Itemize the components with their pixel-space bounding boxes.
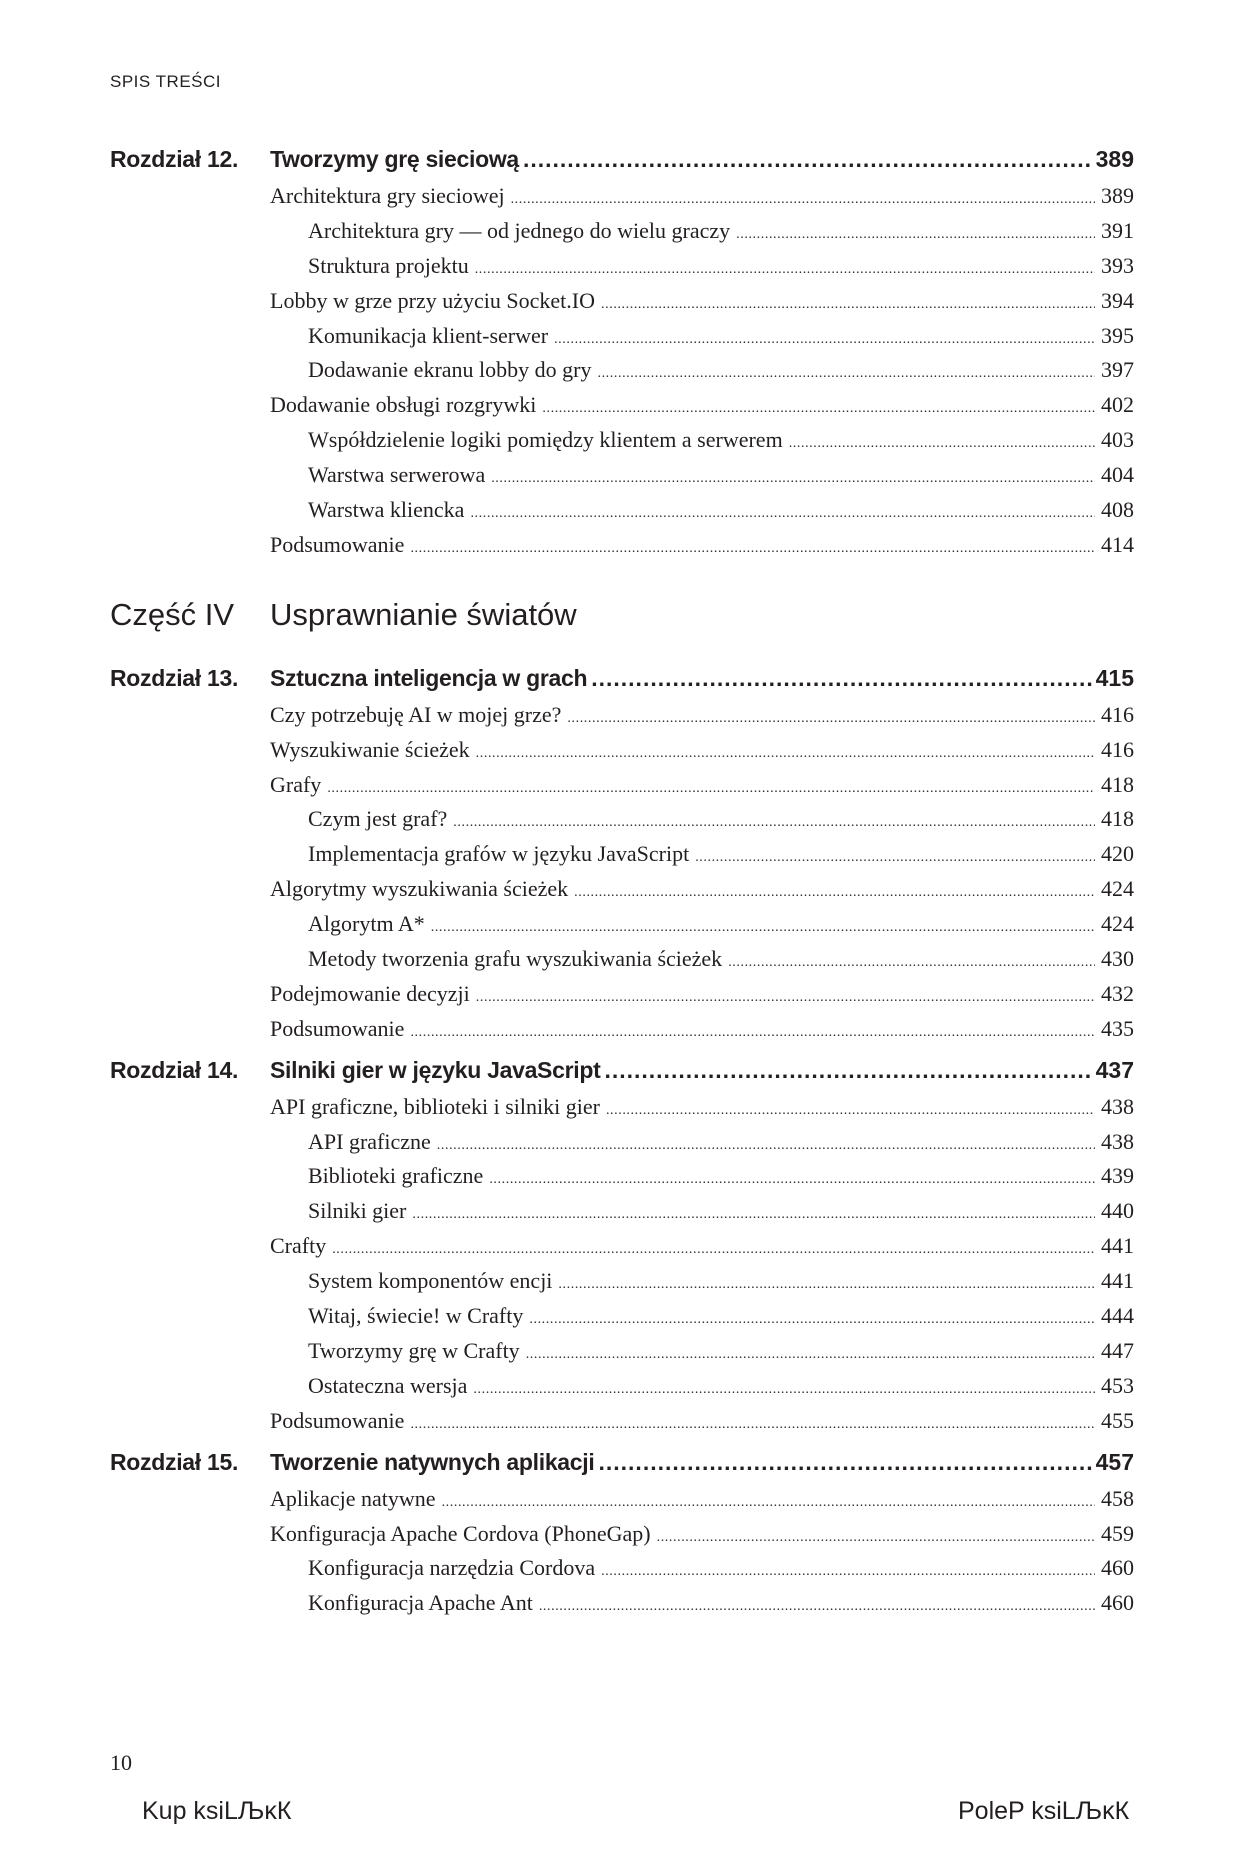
toc-entry[interactable] (308, 1338, 1134, 1373)
chapter-page: 457 (1095, 1448, 1134, 1475)
dot-leader (453, 815, 1095, 831)
dot-leader (410, 1025, 1095, 1041)
chapter-title: Sztuczna inteligencja w grach (270, 664, 588, 691)
toc-entry-page: 391 (1101, 217, 1134, 243)
toc-entry-page: 447 (1101, 1337, 1134, 1363)
dot-leader (736, 227, 1095, 243)
toc-entry-title: Podsumowanie (270, 531, 405, 557)
dot-leader (606, 1103, 1095, 1119)
toc-entry-page: 430 (1101, 946, 1134, 972)
dot-leader (442, 1495, 1095, 1511)
table-of-contents (110, 146, 1134, 1625)
toc-entry[interactable] (308, 1303, 1134, 1338)
toc-entry-title: Ostateczna wersja (308, 1372, 468, 1398)
dot-leader (598, 1449, 1091, 1476)
toc-entry-title: Lobby w grze przy użyciu Socket.IO (270, 287, 596, 313)
chapter-title: Tworzenie natywnych aplikacji (270, 1448, 595, 1475)
toc-entry-page: 418 (1101, 806, 1134, 832)
dot-leader (473, 1382, 1095, 1398)
toc-entry-page: 441 (1101, 1268, 1134, 1294)
toc-entry-page: 441 (1101, 1233, 1134, 1259)
toc-entry-page: 420 (1101, 841, 1134, 867)
toc-entry-title: API graficzne, biblioteki i silniki gier (270, 1093, 600, 1119)
toc-entry-title: Biblioteki graficzne (308, 1163, 484, 1189)
dot-leader (604, 1057, 1091, 1084)
toc-entry-page: 438 (1101, 1093, 1134, 1119)
toc-entry[interactable] (270, 1016, 1134, 1051)
toc-entry[interactable] (308, 911, 1134, 946)
dot-leader (489, 1172, 1095, 1188)
toc-entry-title: Dodawanie ekranu lobby do gry (308, 357, 592, 383)
toc-entry-page: 408 (1101, 497, 1134, 523)
dot-leader (470, 506, 1095, 522)
toc-entry-title: Współdzielenie logiki pomiędzy klientem a serwerem (308, 427, 783, 453)
dot-leader (475, 262, 1095, 278)
toc-entry-page: 418 (1101, 771, 1134, 797)
dot-leader (789, 436, 1095, 452)
toc-entry-title: Dodawanie obsługi rozgrywki (270, 392, 537, 418)
dot-leader (511, 192, 1095, 208)
toc-entry-title: Konfiguracja narzędzia Cordova (308, 1555, 596, 1581)
toc-entry[interactable] (308, 1268, 1134, 1303)
toc-entry[interactable] (270, 183, 1134, 218)
toc-entry[interactable] (308, 841, 1134, 876)
chapter-heading[interactable] (110, 146, 1134, 183)
dot-leader (476, 746, 1095, 762)
toc-entry-title: API graficzne (308, 1128, 431, 1154)
toc-entry[interactable] (270, 981, 1134, 1016)
toc-entry[interactable] (308, 806, 1134, 841)
chapter-heading[interactable] (110, 665, 1134, 702)
toc-entry-page: 393 (1101, 252, 1134, 278)
toc-entry[interactable] (308, 1198, 1134, 1233)
chapter-number: Rozdział 12. (110, 146, 239, 172)
toc-entry[interactable] (270, 737, 1134, 772)
toc-entry[interactable] (308, 357, 1134, 392)
toc-entry-title: Grafy (270, 771, 322, 797)
toc-entry-title: Wyszukiwanie ścieżek (270, 736, 470, 762)
toc-entry-title: Tworzymy grę w Crafty (308, 1337, 520, 1363)
part-label: Część IV (110, 596, 235, 632)
dot-leader (476, 990, 1095, 1006)
part-heading[interactable] (110, 597, 1134, 643)
toc-entry[interactable] (270, 1521, 1134, 1556)
toc-entry-title: Czym jest graf? (308, 806, 448, 832)
toc-entry[interactable] (308, 1129, 1134, 1164)
toc-entry[interactable] (308, 253, 1134, 288)
dot-leader (567, 711, 1095, 727)
toc-entry-page: 460 (1101, 1555, 1134, 1581)
toc-entry-title: System komponentów encji (308, 1268, 553, 1294)
dot-leader (529, 1312, 1095, 1328)
toc-entry-page: 435 (1101, 1015, 1134, 1041)
dot-leader (657, 1530, 1095, 1546)
dot-leader (523, 146, 1092, 173)
toc-entry-page: 416 (1101, 701, 1134, 727)
dot-leader (554, 332, 1095, 348)
toc-entry-title: Witaj, świecie! w Crafty (308, 1303, 524, 1329)
toc-entry-page: 444 (1101, 1303, 1134, 1329)
toc-entry-page: 403 (1101, 427, 1134, 453)
chapter-title: Tworzymy grę sieciową (270, 146, 519, 172)
dot-leader (526, 1347, 1095, 1363)
chapter-title: Silniki gier w języku JavaScript (270, 1056, 601, 1083)
toc-entry[interactable] (308, 427, 1134, 462)
toc-entry-page: 424 (1101, 911, 1134, 937)
dot-leader (601, 297, 1095, 313)
toc-entry-page: 414 (1101, 531, 1134, 557)
dot-leader (327, 781, 1095, 797)
dot-leader (412, 1207, 1095, 1223)
toc-entry-title: Podsumowanie (270, 1407, 405, 1433)
dot-leader (601, 1564, 1095, 1580)
toc-entry[interactable] (308, 462, 1134, 497)
toc-entry[interactable] (308, 1373, 1134, 1408)
toc-entry-title: Podsumowanie (270, 1015, 405, 1041)
toc-entry[interactable] (308, 1590, 1134, 1625)
dot-leader (410, 1417, 1095, 1433)
dot-leader (574, 885, 1095, 901)
toc-entry-page: 389 (1101, 183, 1134, 208)
toc-entry-title: Czy potrzebuję AI w mojej grze? (270, 701, 562, 727)
toc-entry[interactable] (308, 323, 1134, 358)
chapter-number: Rozdział 14. (110, 1056, 239, 1083)
dot-leader (728, 955, 1095, 971)
toc-entry[interactable] (270, 288, 1134, 323)
toc-entry-title: Struktura projektu (308, 252, 469, 278)
chapter-page: 437 (1095, 1056, 1134, 1083)
dot-leader (542, 401, 1095, 417)
toc-entry-title: Konfiguracja Apache Cordova (PhoneGap) (270, 1520, 651, 1546)
toc-entry-page: 432 (1101, 980, 1134, 1006)
toc-entry-title: Architektura gry — od jednego do wielu graczy (308, 217, 731, 243)
toc-entry-page: 440 (1101, 1198, 1134, 1224)
dot-leader (332, 1242, 1095, 1258)
chapter-heading[interactable] (110, 1057, 1134, 1094)
toc-entry[interactable] (308, 218, 1134, 253)
toc-entry-page: 416 (1101, 736, 1134, 762)
toc-entry-page: 424 (1101, 876, 1134, 902)
running-head: SPIS TREŚCI (110, 72, 221, 91)
dot-leader (695, 850, 1095, 866)
toc-entry[interactable] (270, 1486, 1134, 1521)
dot-leader (597, 366, 1095, 382)
dot-leader (410, 541, 1095, 557)
toc-entry[interactable] (270, 772, 1134, 807)
toc-entry-page: 458 (1101, 1485, 1134, 1511)
toc-entry[interactable] (270, 702, 1134, 737)
page-number: 10 (110, 1750, 132, 1775)
toc-entry[interactable] (270, 1408, 1134, 1443)
chapter-page: 415 (1095, 664, 1134, 691)
toc-entry-title: Metody tworzenia grafu wyszukiwania ścieżek (308, 946, 723, 972)
toc-entry-title: Aplikacje natywne (270, 1485, 436, 1511)
toc-entry[interactable] (270, 392, 1134, 427)
toc-entry-title: Silniki gier (308, 1198, 407, 1224)
toc-entry-page: 438 (1101, 1128, 1134, 1154)
dot-leader (558, 1277, 1095, 1293)
toc-entry[interactable] (270, 1094, 1134, 1129)
dot-leader (539, 1599, 1095, 1615)
chapter-page: 389 (1095, 146, 1134, 172)
toc-entry-title: Algorytmy wyszukiwania ścieżek (270, 876, 569, 902)
toc-entry-page: 439 (1101, 1163, 1134, 1189)
toc-entry-title: Algorytm A* (308, 911, 425, 937)
toc-entry-page: 397 (1101, 357, 1134, 383)
toc-entry-title: Crafty (270, 1233, 327, 1259)
toc-entry-page: 404 (1101, 462, 1134, 488)
toc-entry[interactable] (270, 1233, 1134, 1268)
recommend-book-link[interactable]: PoleP ksiLЉĸК (958, 1797, 1130, 1825)
toc-entry[interactable] (308, 1555, 1134, 1590)
toc-entry-title: Architektura gry sieciowej (270, 183, 505, 208)
toc-entry-title: Implementacja grafów w języku JavaScript (308, 841, 690, 867)
part-title: Usprawnianie światów (270, 596, 577, 632)
toc-entry-page: 460 (1101, 1590, 1134, 1616)
toc-entry-page: 402 (1101, 392, 1134, 418)
chapter-number: Rozdział 13. (110, 664, 239, 691)
toc-entry-title: Warstwa serwerowa (308, 462, 486, 488)
chapter-heading[interactable] (110, 1449, 1134, 1486)
buy-book-link[interactable]: Kup ksiLЉĸК (142, 1797, 292, 1825)
dot-leader (437, 1138, 1095, 1154)
dot-leader (491, 471, 1095, 487)
toc-entry-page: 453 (1101, 1372, 1134, 1398)
toc-entry-title: Konfiguracja Apache Ant (308, 1590, 533, 1616)
dot-leader (591, 665, 1091, 692)
toc-entry-title: Podejmowanie decyzji (270, 980, 470, 1006)
toc-entry[interactable] (308, 946, 1134, 981)
toc-entry[interactable] (270, 532, 1134, 567)
dot-leader (431, 920, 1095, 936)
toc-entry[interactable] (308, 497, 1134, 532)
toc-entry-page: 455 (1101, 1407, 1134, 1433)
toc-entry-title: Komunikacja klient-serwer (308, 322, 549, 348)
toc-entry[interactable] (308, 1163, 1134, 1198)
toc-entry[interactable] (270, 876, 1134, 911)
toc-entry-page: 395 (1101, 322, 1134, 348)
toc-entry-page: 394 (1101, 287, 1134, 313)
toc-entry-page: 459 (1101, 1520, 1134, 1546)
chapter-number: Rozdział 15. (110, 1448, 239, 1475)
toc-entry-title: Warstwa kliencka (308, 497, 465, 523)
